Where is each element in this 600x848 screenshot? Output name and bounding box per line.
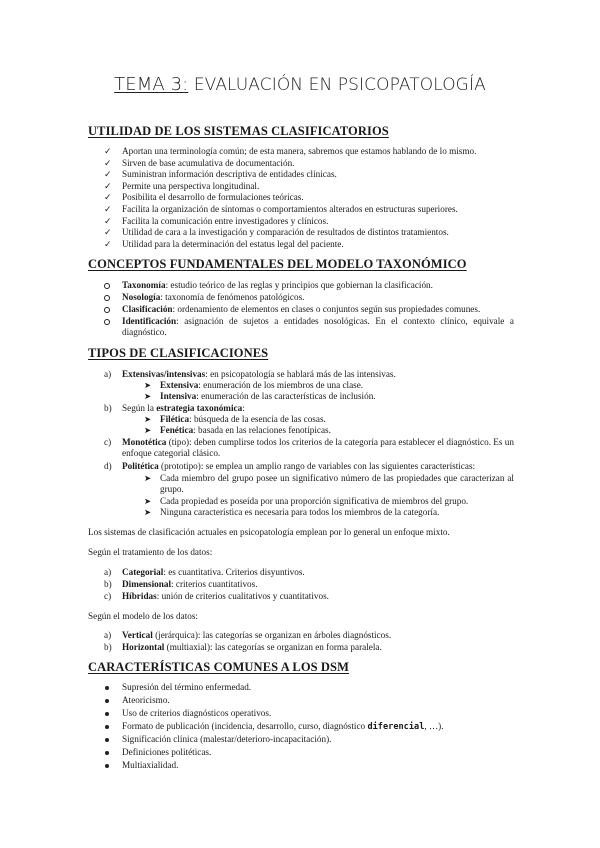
list-item: Permite una perspectiva longitudinal. — [122, 181, 260, 191]
list-item: Definiciones politéticas. — [122, 747, 212, 757]
list-item: Aportan una terminología común; de esta manera, sabremos que estamos hablando de lo mismo. — [122, 146, 477, 156]
paragraph: Los sistemas de clasificación actuales en psicopatología emplean por lo general un enfoque mixto. — [88, 527, 450, 537]
list-label: c) — [104, 437, 112, 447]
list-item: Híbridas: unión de criterios cualitativos y cuantitativos. — [122, 591, 329, 601]
list-item: Ninguna característica es necesaria para todos los miembros de la categoría. — [160, 507, 440, 517]
list-label: a) — [104, 567, 112, 577]
list-item: Supresión del término enfermedad. — [122, 682, 252, 692]
bullet-icon — [105, 686, 109, 690]
bullet-icon — [105, 764, 109, 768]
bullet-icon — [105, 738, 109, 742]
list-item: Cada miembro del grupo posee un significativo número de las propiedades que caracterizan al grupo. — [160, 473, 514, 494]
bullet-icon — [105, 712, 109, 716]
list-label: a) — [104, 369, 112, 379]
heading-utilidad: UTILIDAD DE LOS SISTEMAS CLASIFICATORIOS — [88, 124, 389, 138]
paragraph: Según el modelo de los datos: — [88, 611, 198, 621]
list-item: Facilita la organización de síntomas o comportamientos alterados en estructuras superiores. — [122, 204, 458, 214]
list-item: Significación clínica (malestar/deterioro-incapacitación). — [122, 734, 332, 744]
list-item: Formato de publicación (incidencia, desarrollo, curso, diagnóstico diferencial, …). — [122, 721, 444, 732]
circle-bullet-icon — [104, 295, 110, 301]
checkmark-icon: ✓ — [104, 158, 112, 168]
bullet-icon — [105, 699, 109, 703]
title-subject: EVALUACIÓN EN PSICOPATOLOGÍA — [188, 75, 486, 95]
list-item: Filética: búsqueda de la esencia de las cosas. — [160, 414, 326, 424]
list-item: Utilidad de cara a la investigación y comparación de resultados de distintos tratamientos. — [122, 227, 449, 237]
list-item: Multiaxialidad. — [122, 760, 179, 770]
list-item: Clasificación: ordenamiento de elementos en clases o conjuntos según sus propiedades comunes. — [122, 304, 481, 314]
circle-bullet-icon — [104, 307, 110, 313]
arrow-bullet-icon: ➤ — [144, 507, 152, 517]
list-item: Cada propiedad es poseída por una proporción significativa de miembros del grupo. — [160, 496, 469, 506]
paragraph: Según el tratamiento de los datos: — [88, 547, 213, 557]
list-item: Intensiva: enumeración de las características de inclusión. — [160, 391, 376, 401]
arrow-bullet-icon: ➤ — [144, 391, 152, 401]
heading-conceptos: CONCEPTOS FUNDAMENTALES DEL MODELO TAXONÓMICO — [88, 257, 467, 271]
checkmark-icon: ✓ — [104, 216, 112, 226]
list-item: Extensiva: enumeración de los miembros de una clase. — [160, 380, 364, 390]
checkmark-icon: ✓ — [104, 181, 112, 191]
checkmark-icon: ✓ — [104, 192, 112, 202]
list-item: Utilidad para la determinación del estatus legal del paciente. — [122, 239, 344, 249]
list-label: b) — [104, 403, 112, 413]
list-item: Según la estrategia taxonómica: — [122, 403, 245, 413]
list-item: Nosología: taxonomía de fenómenos patológicos. — [122, 292, 305, 302]
checkmark-icon: ✓ — [104, 239, 112, 249]
list-item: Posibilita el desarrollo de formulaciones teóricas. — [122, 192, 304, 202]
list-item: Uso de criterios diagnósticos operativos. — [122, 708, 272, 718]
bullet-icon — [105, 725, 109, 729]
list-item: Monotética (tipo): deben cumplirse todos los criterios de la categoría para establecer el diagnóstico. Es un enfoque categorial clásico. — [122, 437, 514, 458]
list-item: Horizontal (multiaxial): las categorías se organizan en forma paralela. — [122, 642, 382, 652]
circle-bullet-icon — [104, 319, 110, 325]
list-item: Categorial: es cuantitativa. Criterios disyuntivos. — [122, 567, 305, 577]
checkmark-icon: ✓ — [104, 204, 112, 214]
bullet-icon — [105, 751, 109, 755]
list-item: Fenética: basada en las relaciones fenotípicas. — [160, 425, 331, 435]
list-item: Dimensional: criterios cuantitativos. — [122, 579, 258, 589]
list-item: Identificación: asignación de sujetos a entidades nosológicas. En el contexto clínico, equivale a diagnóstico. — [122, 316, 514, 337]
checkmark-icon: ✓ — [104, 169, 112, 179]
list-item: Ateoricismo. — [122, 695, 170, 705]
arrow-bullet-icon: ➤ — [144, 414, 152, 424]
list-item: Taxonomía: estudio teórico de las reglas y principios que gobiernan la clasificación. — [122, 280, 433, 290]
arrow-bullet-icon: ➤ — [144, 425, 152, 435]
list-item: Suministran información descriptiva de entidades clínicas. — [122, 169, 337, 179]
circle-bullet-icon — [104, 283, 110, 289]
arrow-bullet-icon: ➤ — [144, 473, 152, 483]
list-label: c) — [104, 591, 112, 601]
arrow-bullet-icon: ➤ — [144, 380, 152, 390]
checkmark-icon: ✓ — [104, 146, 112, 156]
title-topic: TEMA 3: — [114, 74, 189, 95]
checkmark-icon: ✓ — [104, 227, 112, 237]
list-label: a) — [104, 630, 112, 640]
list-item: Sirven de base acumulativa de documentación. — [122, 158, 295, 168]
page-title — [0, 74, 600, 95]
list-label: b) — [104, 579, 112, 589]
arrow-bullet-icon: ➤ — [144, 496, 152, 506]
list-label: b) — [104, 642, 112, 652]
list-label: d) — [104, 461, 112, 471]
list-item: Facilita la comunicación entre investigadores y clínicos. — [122, 216, 329, 226]
list-item: Extensivas/intensivas: en psicopatología se hablará más de las intensivas. — [122, 369, 396, 379]
heading-tipos: TIPOS DE CLASIFICACIONES — [88, 346, 269, 360]
list-item: Vertical (jerárquica): las categorías se organizan en árboles diagnósticos. — [122, 630, 392, 640]
heading-dsm: CARACTERÍSTICAS COMUNES A LOS DSM — [88, 660, 349, 674]
list-item: Politética (prototipo): se emplea un amplio rango de variables con las siguientes características: — [122, 461, 476, 471]
